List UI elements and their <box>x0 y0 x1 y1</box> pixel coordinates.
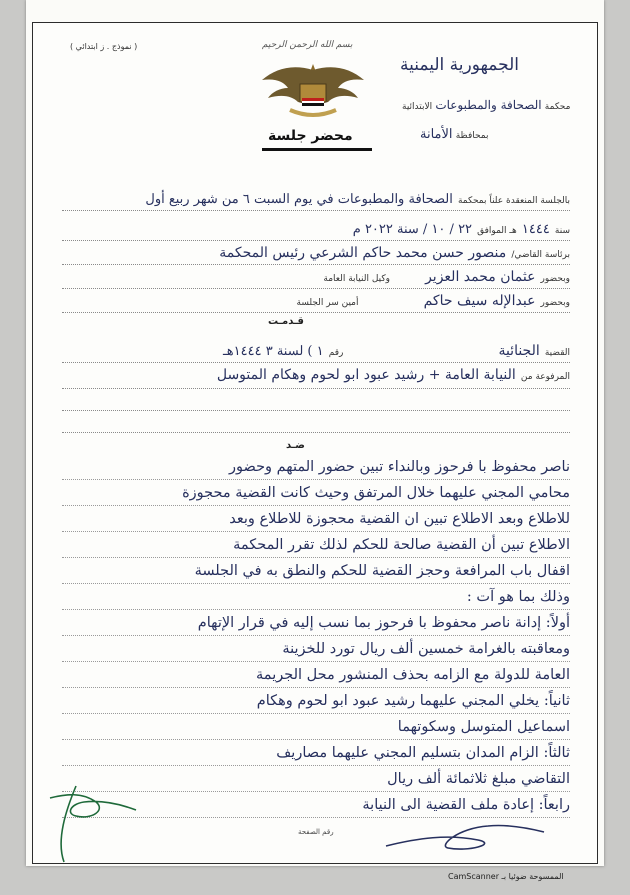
gregorian-date: ٢٢ / ١٠ / سنة ٢٠٢٢ م <box>352 222 473 237</box>
against-heading: ضـد <box>286 440 305 451</box>
filed-by-label: المرفوعة من <box>520 372 570 382</box>
prosecutor-line <box>62 266 570 289</box>
clerk-role: أمين سر الجلسة <box>296 298 359 308</box>
filed-by: النيابة العامة + رشيد عبود ابو لحوم وهكام المتوسل <box>216 367 516 383</box>
gov-prefix: بمحافظة <box>455 131 489 141</box>
body-line-8: ومعاقبته بالغرامة خمسين ألف ريال تورد للخزينة <box>62 637 570 662</box>
clerk-name: عبدالإله سيف حاكم <box>423 293 536 309</box>
body-line-14: رابعاً: إعادة ملف القضية الى النيابة <box>62 793 570 818</box>
body-line-12: ثالثاً: الزام المدان بتسليم المجني عليهما مصاريف <box>62 741 570 766</box>
session-label: بالجلسة المنعقدة علناً بمحكمة <box>457 196 570 206</box>
session-day: الصحافة والمطبوعات في يوم السبت ٦ من شهر ربيع أول <box>145 192 453 207</box>
hijri-year: ١٤٤٤ <box>521 222 550 237</box>
body-line-13: التقاضي مبلغ ثلاثمائة ألف ريال <box>62 767 570 792</box>
filed-by-line <box>62 364 570 389</box>
scanner-watermark: الممسوحة ضوئيا بـ CamScanner <box>448 872 564 881</box>
body-line-7: أولاً: إدانة ناصر محفوظ با فرحوز بما نسب إليه في قرار الإتهام <box>62 611 570 636</box>
form-tag: ( نموذج . ز ابتدائي ) <box>70 42 138 51</box>
basmala: بسم الله الرحمن الرحيم <box>262 40 353 50</box>
governorate-line <box>420 127 489 142</box>
body-line-2: محامي المجني عليهما خلال المرتفق وحيث كانت القضية محجوزة <box>62 481 570 506</box>
corresponding-label: هـ الموافق <box>477 226 517 236</box>
court-line <box>402 98 570 112</box>
blank-line-2 <box>62 418 570 433</box>
session-line <box>62 188 570 211</box>
body-line-10: ثانياً: يخلي المجني عليهما رشيد عبود ابو لحوم وهكام <box>62 689 570 714</box>
body-line-5: اقفال باب المرافعة وحجز القضية للحكم والنطق به في الجلسة <box>62 559 570 584</box>
case-label: القضية <box>544 348 570 358</box>
year-label: سنة <box>554 226 570 236</box>
title-underline <box>262 148 372 151</box>
case-number-label: رقم <box>328 348 344 358</box>
gov-name: الأمانة <box>420 127 453 142</box>
court-prefix: محكمة <box>544 102 571 112</box>
judge-signature <box>378 816 548 856</box>
blank-line-1 <box>62 396 570 411</box>
clerk-line <box>62 290 570 313</box>
prosecutor-name: عثمان محمد العزير <box>425 269 536 285</box>
prosecutor-label: وبحضور <box>540 274 570 284</box>
body-line-4: الاطلاع تبين أن القضية صالحة للحكم لذلك تقرر المحكمة <box>62 533 570 558</box>
body-line-3: للاطلاع وبعد الاطلاع تبين ان القضية محجوزة للاطلاع وبعد <box>62 507 570 532</box>
page-title: محضر جلسة <box>268 128 353 144</box>
body-line-11: اسماعيل المتوسل وسكوتهما <box>62 715 570 740</box>
presented-heading: قـدمـت <box>268 316 304 327</box>
body-line-9: العامة للدولة مع الزامه بحذف المنشور محل الجريمة <box>62 663 570 688</box>
prosecutor-role: وكيل النيابة العامة <box>323 274 390 284</box>
court-name: الصحافة والمطبوعات <box>435 98 542 112</box>
eagle-emblem-icon <box>258 58 368 124</box>
clerk-label: وبحضور <box>540 298 570 308</box>
judge-label: برئاسة القاضي/ <box>511 250 570 260</box>
left-signature <box>36 780 146 864</box>
case-number: ١ ) لسنة ٣ ١٤٤٤هـ <box>222 344 324 359</box>
case-line <box>62 340 570 363</box>
date-line <box>62 218 570 241</box>
republic-name: الجمهورية اليمنية <box>400 55 520 75</box>
court-suffix: الابتدائية <box>402 102 433 112</box>
body-line-1: ناصر محفوظ با فرحوز وبالنداء تبين حضور المتهم وحضور <box>62 455 570 480</box>
judge-name: منصور حسن محمد حاكم الشرعي رئيس المحكمة <box>219 245 507 261</box>
body-line-6: وذلك بما هو آت : <box>62 585 570 610</box>
case-type: الجنائية <box>498 343 540 359</box>
page-number-label: رقم الصفحة <box>298 828 334 836</box>
judge-line <box>62 242 570 265</box>
